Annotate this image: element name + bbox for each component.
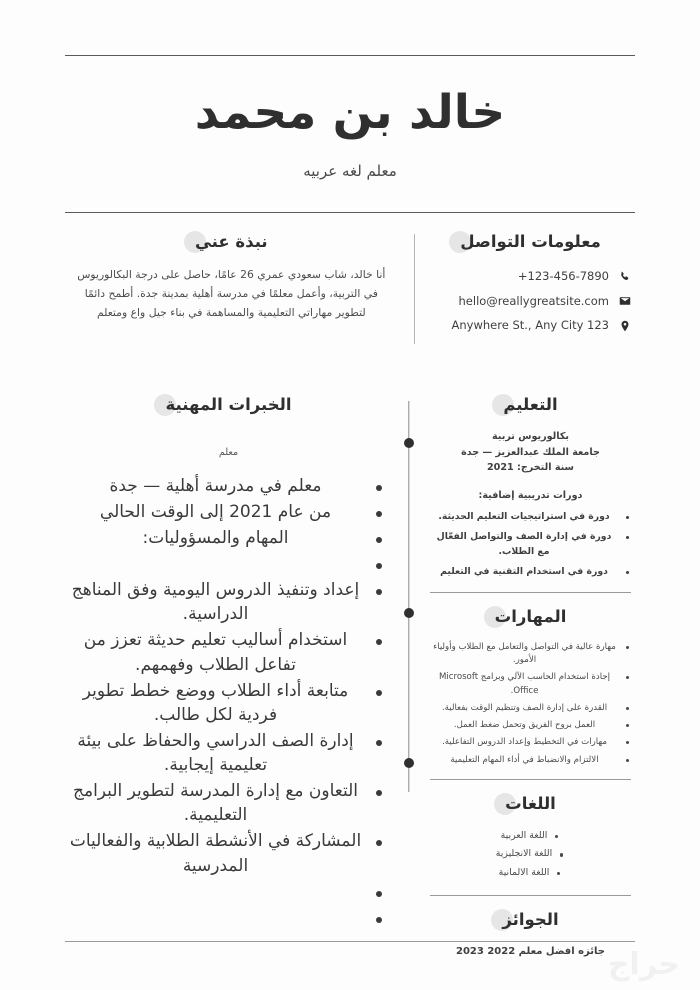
contact-phone-value: +123-456-7890	[517, 268, 609, 283]
contact-address-value: Anywhere St., Any City 123	[451, 318, 609, 333]
phone-icon	[618, 270, 631, 283]
list-item: متابعة أداء الطلاب ووضع خطط تطوير فردية لكل طالب.	[69, 679, 388, 727]
location-pin-icon	[618, 320, 631, 333]
sidebar-divider-1	[430, 592, 631, 593]
education-section	[430, 395, 631, 580]
list-item: دورة في استخدام التقنية في التعليم	[430, 565, 631, 580]
about-section	[65, 232, 398, 322]
list-item: إدارة الصف الدراسي والحفاظ على بيئة تعليمية إيجابية.	[69, 729, 388, 777]
experience-list	[69, 474, 388, 930]
contact-phone[interactable]	[430, 270, 631, 284]
list-item: اللغة الانجليزية	[496, 846, 565, 862]
experience-role-label: معلم	[218, 446, 239, 458]
header-top-divider	[65, 55, 635, 56]
education-courses-list	[430, 510, 631, 580]
top-info-row	[65, 232, 635, 344]
list-item: الالتزام والانضباط في أداء المهام التعليمية	[430, 754, 631, 767]
header-bottom-divider	[65, 212, 635, 213]
list-item	[69, 906, 388, 930]
main-body	[65, 395, 635, 958]
list-item: اللغة الالمانية	[499, 865, 563, 881]
sidebar-column	[430, 395, 635, 958]
list-item: دورة في إدارة الصف والتواصل الفعّال مع الطلاب.	[430, 530, 631, 560]
skills-list	[430, 641, 631, 768]
list-item: إعداد وتنفيذ الدروس اليومية وفق المناهج الدراسية.	[69, 578, 388, 626]
list-item	[69, 552, 388, 576]
contact-email[interactable]	[430, 295, 631, 309]
contact-section	[430, 232, 635, 344]
list-item: استخدام أساليب تعليم حديثة تعزز من تفاعل الطلاب وفهمهم.	[69, 628, 388, 676]
timeline-divider	[394, 395, 424, 930]
footer-divider	[65, 941, 635, 942]
candidate-job-title: معلم لغه عربيه	[303, 162, 397, 181]
languages-list	[430, 828, 631, 883]
list-item: اللغة العربية	[501, 828, 561, 844]
list-item: مهارة عالية في التواصل والتعامل مع الطلاب وأولياء الأمور.	[430, 641, 631, 668]
sidebar-divider-3	[430, 895, 631, 896]
list-item: مهارات في التخطيط وإعداد الدروس التفاعلية.	[430, 736, 631, 749]
awards-section	[430, 910, 631, 957]
resume-header	[65, 55, 635, 213]
languages-heading: اللغات	[503, 794, 558, 814]
list-item	[69, 880, 388, 904]
education-heading: التعليم	[501, 395, 559, 415]
list-item: المهام والمسؤوليات:	[69, 526, 388, 550]
list-item: إجادة استخدام الحاسب الآلي وبرامج Microsoft Office.	[430, 671, 631, 698]
experience-section	[65, 395, 388, 930]
list-item: القدرة على إدارة الصف وتنظيم الوقت بفعالية.	[430, 702, 631, 715]
timeline-node	[404, 608, 414, 618]
contact-heading: معلومات التواصل	[458, 232, 603, 252]
timeline-node	[404, 438, 414, 448]
timeline-line	[408, 401, 409, 792]
about-heading: نبذة عني	[193, 232, 270, 252]
about-paragraph: أنا خالد، شاب سعودي عمري 26 عامًا، حاصل على درجة البكالوريوس في التربية، وأعمل معلمًا في مدرسة أهلية بمدينة جدة. أطمح دائمًا لتطوير مهاراتي التعليمية والمساهمة في بناء جيل واع ومتعلم	[77, 267, 386, 319]
timeline-node	[404, 758, 414, 768]
skills-section	[430, 607, 631, 767]
education-details	[430, 429, 631, 476]
contact-list	[430, 270, 631, 333]
list-item: المشاركة في الأنشطة الطلابية والفعاليات المدرسية	[69, 829, 388, 877]
education-degree: بكالوريوس تربية	[491, 430, 570, 442]
list-item: التعاون مع إدارة المدرسة لتطوير البرامج التعليمية.	[69, 779, 388, 827]
languages-section	[430, 794, 631, 883]
experience-heading: الخبرات المهنية	[163, 395, 293, 415]
candidate-name: خالد بن محمد	[194, 85, 506, 140]
sidebar-divider-2	[430, 779, 631, 780]
skills-heading: المهارات	[493, 607, 569, 627]
list-item: العمل بروح الفريق وتحمل ضغط العمل.	[430, 719, 631, 732]
award-entry: جائزه افضل معلم 2022 2023	[456, 946, 605, 958]
list-item: دورة في استراتيجيات التعليم الحديثة.	[430, 510, 631, 525]
watermark: حراج	[607, 947, 680, 982]
list-item: معلم في مدرسة أهلية — جدة	[69, 474, 388, 498]
contact-address[interactable]	[430, 319, 631, 333]
education-graduation-year: سنة التخرج: 2021	[487, 462, 574, 474]
contact-email-value: hello@reallygreatsite.com	[458, 293, 609, 308]
list-item: من عام 2021 إلى الوقت الحالي	[69, 500, 388, 524]
education-institution: جامعة الملك عبدالعزيز — جدة	[461, 446, 600, 458]
education-courses-title: دورات تدريبية إضافية:	[478, 490, 583, 502]
awards-heading: الجوائز	[500, 910, 560, 930]
email-icon	[618, 295, 631, 308]
